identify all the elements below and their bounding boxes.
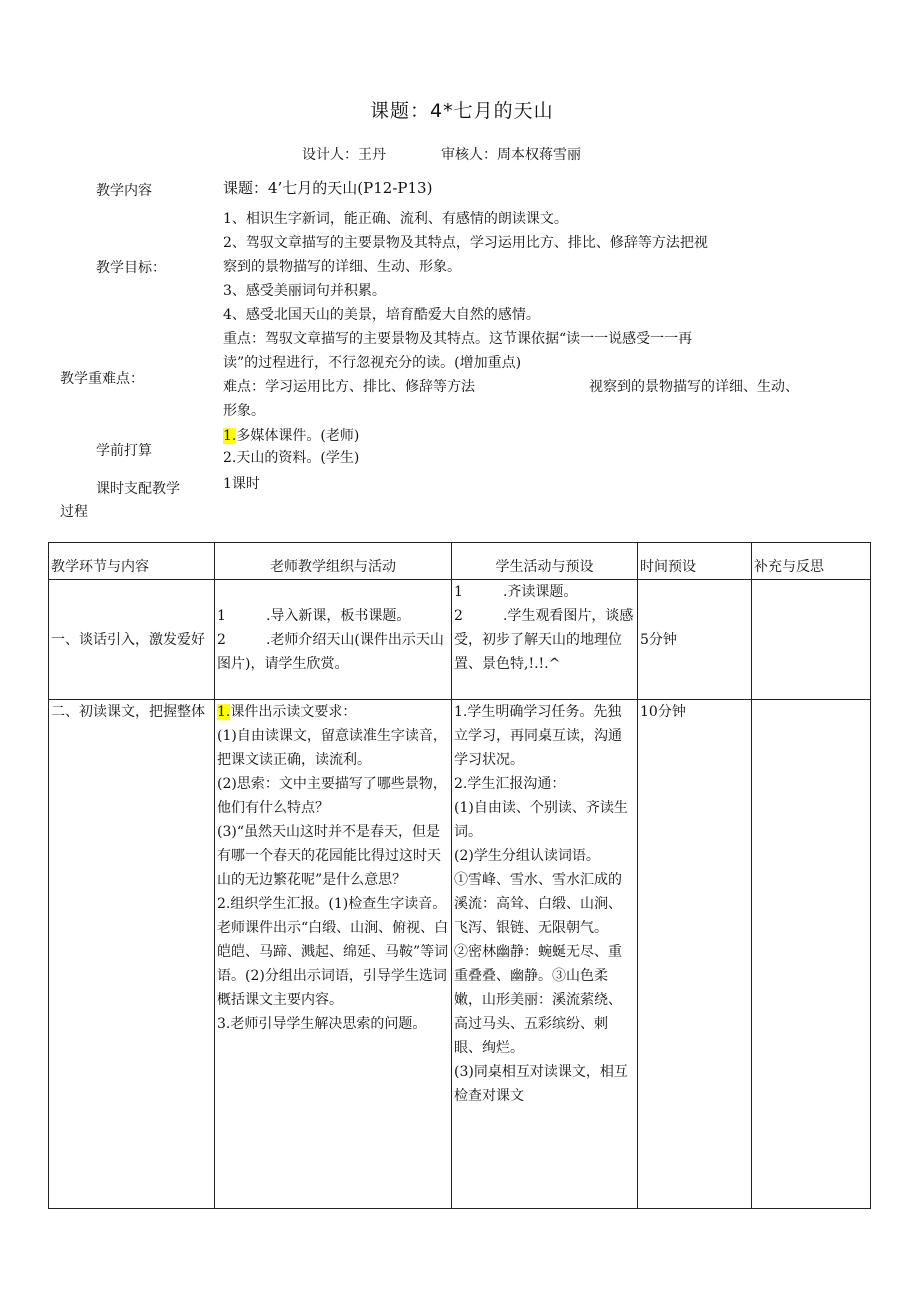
table-header: 教学环节与内容 xyxy=(49,543,215,580)
notes-cell xyxy=(752,580,871,700)
table-header: 学生活动与预设 xyxy=(452,543,638,580)
teacher-cell xyxy=(215,580,452,700)
student-step: 2.学生汇报沟通： xyxy=(454,776,566,792)
content-value: 课题：4’七月的天山(P12-P13) xyxy=(223,179,433,197)
page-title: 课题：4*七月的天山 xyxy=(370,100,554,122)
student-cell xyxy=(452,580,638,700)
step-text: 课件出示读文要求： xyxy=(230,704,357,720)
section-cell: 二、初读课文，把握整体 xyxy=(49,700,215,1209)
teacher-step: 3.老师引导学生解决思索的问题。 xyxy=(217,1016,427,1032)
goal-item: 1、相识生字新词，能正确、流利、有感情的朗读课文。 xyxy=(223,211,568,227)
key-points xyxy=(223,327,692,375)
content-label: 教学内容 xyxy=(96,183,152,199)
key-label: 教学重难点： xyxy=(60,371,144,387)
table-header: 老师教学组织与活动 xyxy=(215,543,452,580)
difficulty-line-cont: 视察到的景物描写的详细、生动、 xyxy=(589,379,799,395)
hours-label-cont: 过程 xyxy=(60,504,88,520)
teacher-step xyxy=(217,700,449,724)
student-step: 1.学生明确学习任务。先独立学习，再同桌互读，沟通学习状况。 xyxy=(454,704,622,768)
lesson-table xyxy=(48,542,871,1209)
hours-label: 课时支配教学 xyxy=(96,481,180,497)
key-line: 读”的过程进行，不行忽视充分的读。(增加重点) xyxy=(223,355,522,371)
table-row xyxy=(49,700,871,1209)
difficulty-line: 难点：学习运用比方、排比、修辞等方法 xyxy=(223,379,475,395)
teacher-step: (2)思索：文中主要描写了哪些景物，他们有什么特点？ xyxy=(217,776,447,816)
hours-value: 1课时 xyxy=(223,476,260,492)
difficulty-line-end: 形象。 xyxy=(223,403,265,419)
student-step: (1)自由读、个别读、齐读生词。 xyxy=(454,800,628,840)
student-step: ①雪峰、雪水、雪水汇成的溪流：高耸、白缎、山涧、飞泻、银链、无限朝气。 xyxy=(454,872,622,936)
teacher-step: 老师课件出示“白缎、山涧、俯视、白皑皑、马蹄、溅起、绵延、马鞍”等词语。(2)分组出示词语，引导学生选词概括课文主要内容。 xyxy=(217,920,449,1008)
teacher-step: 2 .老师介绍天山(课件出示天山图片)，请学生欣赏。 xyxy=(217,631,444,672)
teacher-step: (1)自由读课文，留意读准生字读音，把课文读正确，读流利。 xyxy=(217,728,447,768)
goals-label: 教学目标： xyxy=(96,260,166,276)
time-cell: 5分钟 xyxy=(638,580,752,700)
prep-item-number: 1. xyxy=(223,428,237,444)
notes-cell xyxy=(752,700,871,1209)
table-row xyxy=(49,580,871,700)
teacher-step: 2.组织学生汇报。(1)检查生字读音。 xyxy=(217,896,447,912)
step-number: 1. xyxy=(217,704,231,720)
student-step: ②密林幽静：蜿蜒无尽、重重叠叠、幽静。③山色柔嫩，山形美丽：溪流萦绕、高过马头、五彩缤纷、刺眼、绚烂。 xyxy=(454,944,622,1056)
table-header-row xyxy=(49,543,871,580)
table-header: 时间预设 xyxy=(638,543,752,580)
designer: 设计人：王丹 xyxy=(302,147,386,163)
table-header: 补充与反思 xyxy=(752,543,871,580)
prep-item xyxy=(223,424,359,448)
section-cell: 一、谈话引入，激发爱好 xyxy=(49,580,215,700)
goal-item: 3、感受美丽词句并积累。 xyxy=(223,283,386,299)
teacher-step: (3)“虽然天山这时并不是春天，但是有哪一个春天的花园能比得过这时天山的无边繁花呢”是什么意思？ xyxy=(217,824,441,888)
reviewer: 审核人：周本权蒋雪丽 xyxy=(441,147,581,163)
goals-list xyxy=(223,207,708,327)
goal-item: 4、感受北国天山的美景，培育酷爱大自然的感情。 xyxy=(223,307,540,323)
teacher-cell xyxy=(215,700,452,1209)
student-step: (2)学生分组认读词语。 xyxy=(454,848,600,864)
time-cell: 10分钟 xyxy=(638,700,752,1209)
student-cell xyxy=(452,700,638,1209)
student-step: (3)同桌相互对读课文，相互检查对课文 xyxy=(454,1064,628,1104)
prep-item-text: 多媒体课件。(老师) xyxy=(236,428,360,444)
prep-label: 学前打算 xyxy=(96,443,152,459)
teacher-step: 1 .导入新课，板书课题。 xyxy=(217,607,411,624)
goal-item: 察到的景物描写的详细、生动、形象。 xyxy=(223,259,461,275)
student-step: 1 .齐读课题。 xyxy=(454,584,578,600)
student-step: 2 .学生观看图片，谈感受，初步了解天山的地理位置、景色特,!.!.^ xyxy=(454,608,634,672)
prep-item: 2.天山的资料。(学生) xyxy=(223,450,360,466)
goal-item: 2、驾驭文章描写的主要景物及其特点，学习运用比方、排比、修辞等方法把视 xyxy=(223,235,708,251)
key-line: 重点：驾驭文章描写的主要景物及其特点。这节课依据“读一一说感受一一再 xyxy=(223,331,693,347)
